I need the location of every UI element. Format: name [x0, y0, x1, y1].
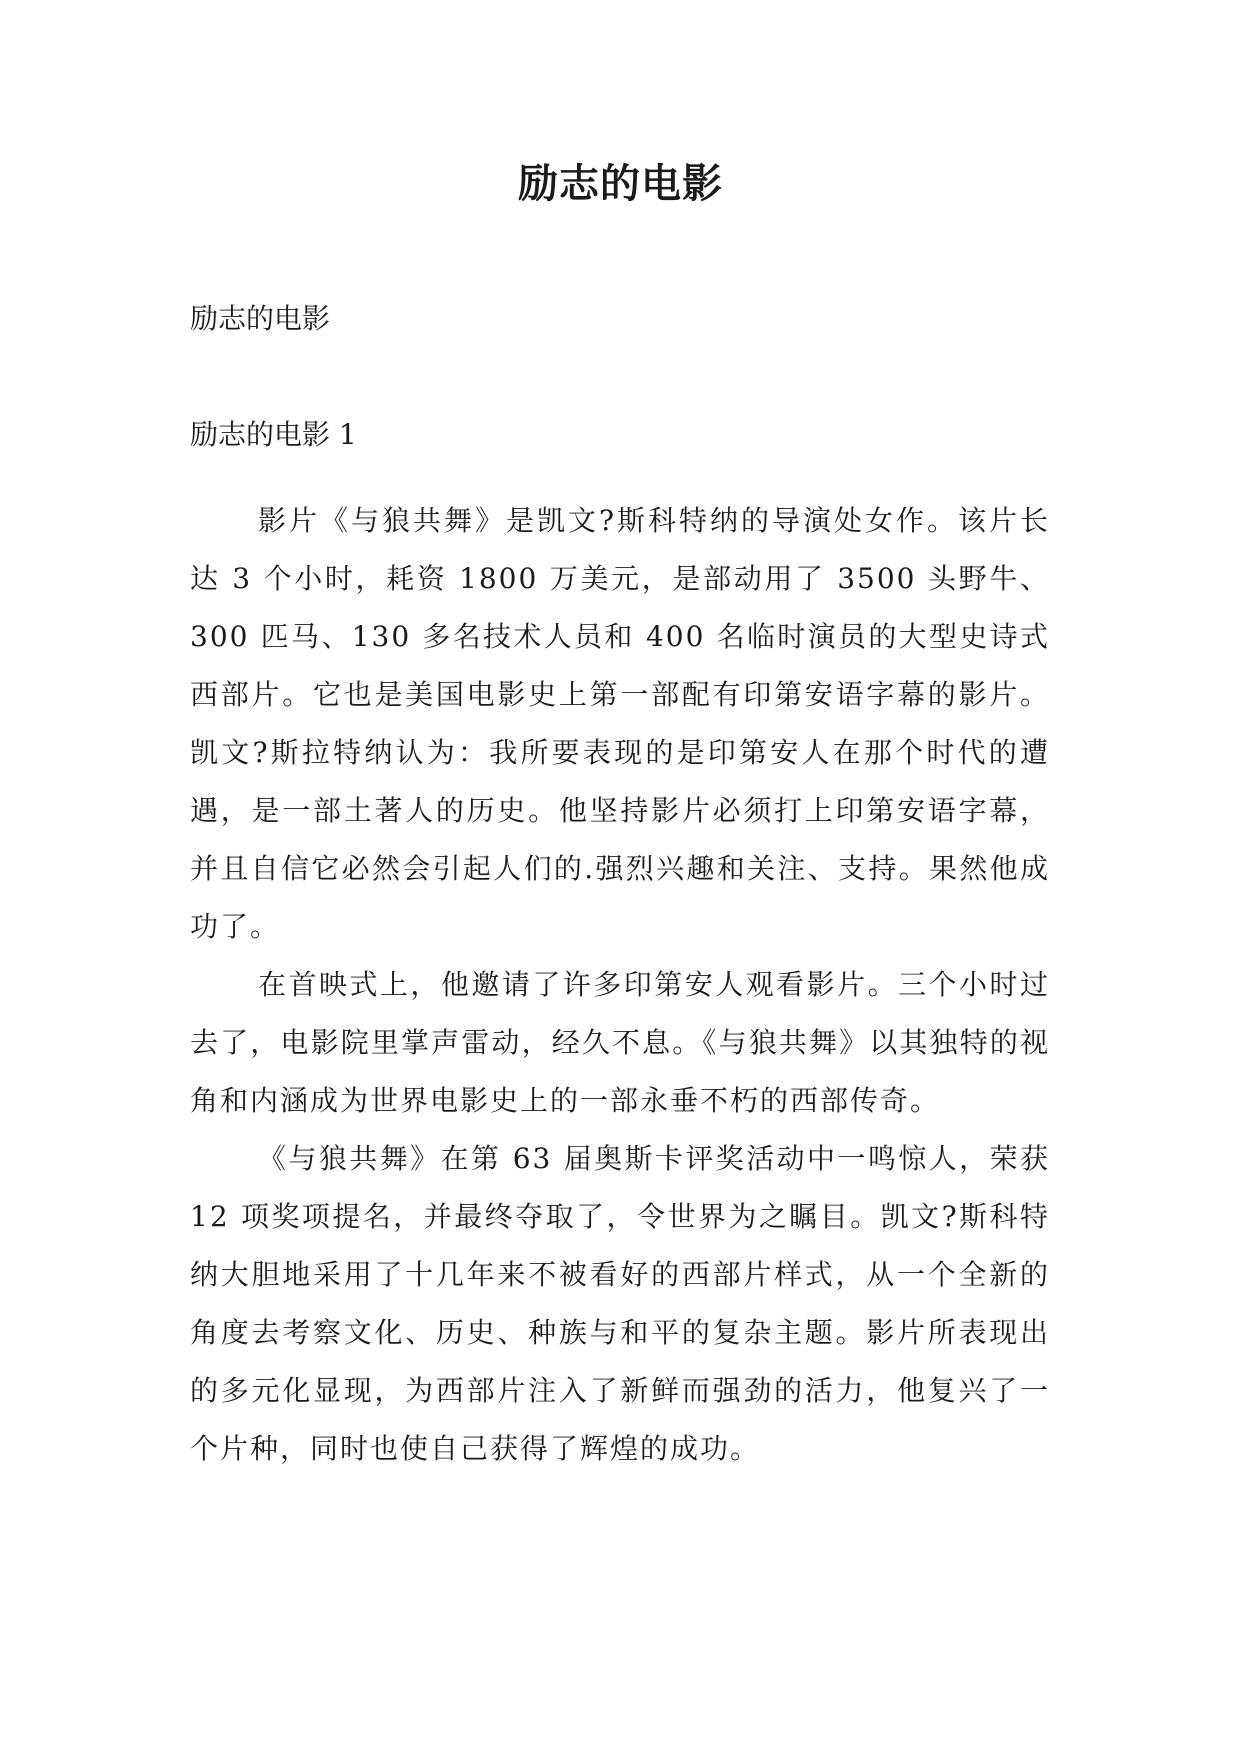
paragraph-1: 影片《与狼共舞》是凯文?斯科特纳的导演处女作。该片长达 3 个小时，耗资 1800 万美元，是部动用了 3500 头野牛、300 匹马、130 多名技术人员和 400 名临时演员的大型史诗式西部片。它也是美国电影史上第一部配有印第安语字幕的影片。凯文?斯拉特纳认为：我所要表现的是印第安人在那个时代的遭遇，是一部土著人的历史。他坚持影片必须打上印第安语字幕，并且自信它必然会引起人们的.强烈兴趣和关注、支持。果然他成功了。 [190, 504, 1050, 943]
section-heading: 励志的电影 1 [190, 418, 357, 451]
paragraph-3: 《与狼共舞》在第 63 届奥斯卡评奖活动中一鸣惊人，荣获 12 项奖项提名，并最终夺取了，令世界为之瞩目。凯文?斯科特纳大胆地采用了十几年来不被看好的西部片样式，从一个全新的角度去考察文化、历史、种族与和平的复杂主题。影片所表现出的多元化显现，为西部片注入了新鲜而强劲的活力，他复兴了一个片种，同时也使自己获得了辉煌的成功。 [190, 1142, 1050, 1465]
document-body [190, 290, 1050, 1478]
paragraph-2: 在首映式上，他邀请了许多印第安人观看影片。三个小时过去了，电影院里掌声雷动，经久不息。《与狼共舞》以其独特的视角和内涵成为世界电影史上的一部永垂不朽的西部传奇。 [190, 968, 1050, 1117]
document-subtitle: 励志的电影 [190, 302, 331, 335]
document-title: 励志的电影 [518, 161, 723, 207]
